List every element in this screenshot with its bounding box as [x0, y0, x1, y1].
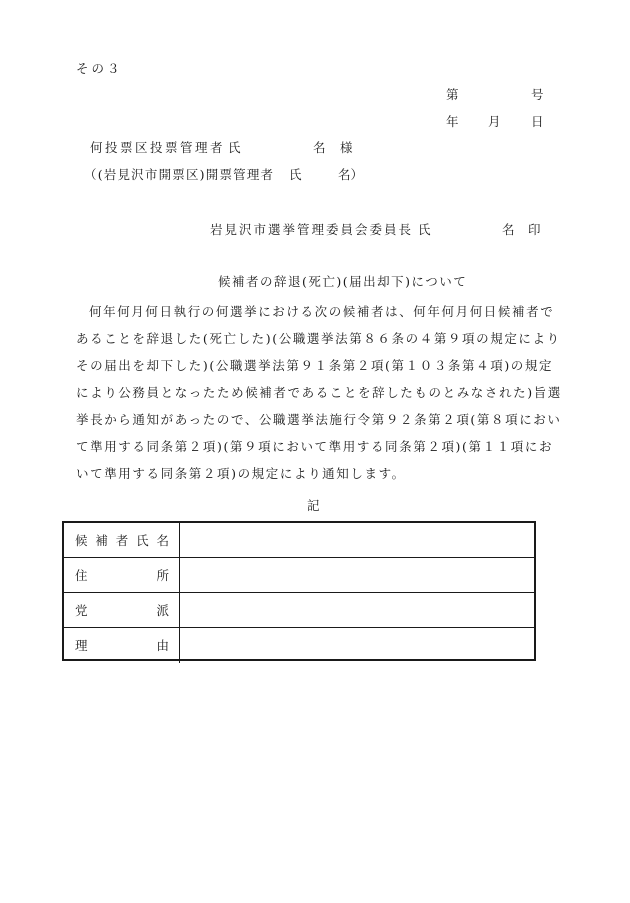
sender-surname-label: 氏	[418, 222, 431, 237]
body-paragraph: 何年何月何日執行の何選挙における次の候補者は、何年何月何日候補者であることを辞退した(死亡した)(公職選挙法第８６条の４第９項の規定によりその届出を却下した)(公職選挙法第９１条第２項(第１０３条第４項)の規定により公務員となったため候補者であることを辞したものとみなされた)旨選挙長から通知があったので、公職選挙法施行令第９２条第２項(第８項において準用する同条第２項)(第９項において準用する同条第２項)(第１１項において準用する同条第２項)の規定により通知します。	[76, 304, 562, 481]
label-char: 党	[75, 603, 88, 618]
table-row-reason	[64, 628, 534, 663]
addressee-2-given-name-label: 名）	[338, 167, 364, 182]
address-value-cell[interactable]	[180, 558, 534, 592]
label-char: 所	[156, 568, 169, 583]
party-label	[75, 603, 169, 619]
sender-given-name-label: 名	[502, 222, 515, 237]
document-number-suffix: 号	[531, 87, 544, 102]
table-row-candidate-name	[64, 523, 534, 558]
candidate-name-label	[75, 533, 169, 549]
candidate-info-table	[62, 521, 536, 661]
table-label-cell	[64, 593, 180, 627]
reason-value-cell[interactable]	[180, 628, 534, 663]
table-label-cell	[64, 523, 180, 557]
sender-seal-mark: 印	[528, 222, 541, 237]
label-char: 候	[75, 533, 88, 548]
label-char: 名	[156, 533, 169, 548]
table-label-cell	[64, 558, 180, 592]
candidate-name-value-cell[interactable]	[180, 523, 534, 557]
label-char: 補	[95, 533, 108, 548]
reason-label	[75, 638, 169, 654]
address-label	[75, 568, 169, 584]
sender-title: 岩見沢市選挙管理委員会委員長	[210, 222, 414, 237]
label-char: 由	[156, 638, 169, 653]
party-value-cell[interactable]	[180, 593, 534, 627]
ki-heading: 記	[307, 498, 320, 513]
table-row-address	[64, 558, 534, 593]
label-char: 派	[156, 603, 169, 618]
date-year-label: 年	[446, 114, 459, 129]
addressee-2-surname-label: 氏	[289, 167, 302, 182]
document-subject: 候補者の辞退(死亡)(届出却下)について	[218, 274, 468, 289]
label-char: 住	[75, 568, 88, 583]
addressee-1-title: 何投票区投票管理者	[90, 140, 226, 155]
date-day-label: 日	[531, 114, 544, 129]
addressee-1-given-name-label: 名	[313, 140, 326, 155]
date-month-label: 月	[488, 114, 501, 129]
form-number-label: その３	[76, 61, 123, 76]
document-number-prefix: 第	[446, 87, 459, 102]
table-label-cell	[64, 628, 180, 663]
label-char: 者	[115, 533, 129, 548]
label-char: 理	[75, 638, 88, 653]
label-char: 氏	[136, 533, 149, 548]
addressee-1-honorific: 様	[340, 140, 353, 155]
addressee-1-surname-label: 氏	[228, 140, 241, 155]
addressee-2-title: （(岩見沢市開票区)開票管理者	[84, 167, 275, 182]
table-row-party	[64, 593, 534, 628]
